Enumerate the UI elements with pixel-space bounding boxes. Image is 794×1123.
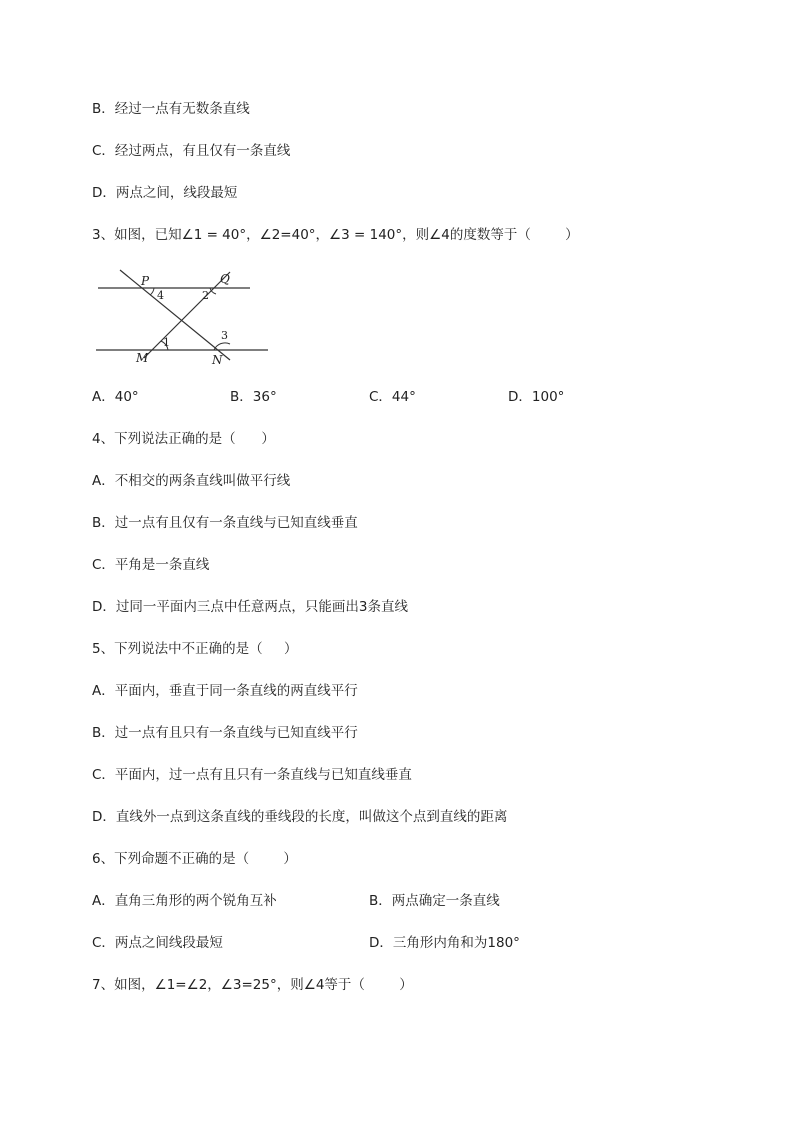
question-5-option-b: B．过一点有且只有一条直线与已知直线平行 [92, 725, 358, 741]
angle-4-arc [150, 288, 154, 295]
question-4-option-b: B．过一点有且仅有一条直线与已知直线垂直 [92, 515, 358, 531]
question-4-option-c: C．平角是一条直线 [92, 557, 210, 573]
question-6-option-d: D．三角形内角和为180° [369, 935, 520, 951]
label-n: N [212, 353, 223, 367]
question-4-stem: 4、下列说法正确的是（ ） [92, 431, 275, 447]
question-3-stem: 3、如图，已知∠1 = 40°，∠2=40°，∠3 = 140°，则∠4的度数等于（ ） [92, 227, 579, 243]
question-6-option-b: B．两点确定一条直线 [369, 893, 500, 909]
question-4-option-d: D．过同一平面内三点中任意两点，只能画出3条直线 [92, 599, 408, 615]
question-6-option-a: A．直角三角形的两个锐角互补 [92, 893, 277, 909]
question-2-option-d: D．两点之间，线段最短 [92, 185, 238, 201]
label-angle-3: 3 [221, 329, 228, 342]
question-6-stem: 6、下列命题不正确的是（ ） [92, 851, 297, 867]
question-3-option-c: C．44° [369, 389, 416, 405]
label-p: P [141, 274, 150, 288]
question-2-option-c: C．经过两点，有且仅有一条直线 [92, 143, 291, 159]
transversal-qm [144, 272, 230, 358]
question-5-option-d: D．直线外一点到这条直线的垂线段的长度，叫做这个点到直线的距离 [92, 809, 508, 825]
question-3-option-a: A．40° [92, 389, 139, 405]
question-4-option-a: A．不相交的两条直线叫做平行线 [92, 473, 291, 489]
question-3-figure [92, 264, 274, 370]
label-angle-1: 1 [163, 336, 170, 349]
label-angle-2: 2 [202, 289, 209, 302]
label-q: Q [220, 272, 230, 286]
question-6-option-c: C．两点之间线段最短 [92, 935, 223, 951]
question-3-option-d: D．100° [508, 389, 565, 405]
question-2-option-b: B．经过一点有无数条直线 [92, 101, 250, 117]
question-5-option-c: C．平面内，过一点有且只有一条直线与已知直线垂直 [92, 767, 412, 783]
question-7-stem: 7、如图，∠1=∠2，∠3=25°，则∠4等于（ ） [92, 977, 413, 993]
label-m: M [136, 351, 149, 365]
label-angle-4: 4 [157, 289, 164, 302]
question-5-option-a: A．平面内，垂直于同一条直线的两直线平行 [92, 683, 358, 699]
question-3-option-b: B．36° [230, 389, 277, 405]
question-5-stem: 5、下列说法中不正确的是（ ） [92, 641, 298, 657]
transversal-pn [120, 270, 230, 360]
